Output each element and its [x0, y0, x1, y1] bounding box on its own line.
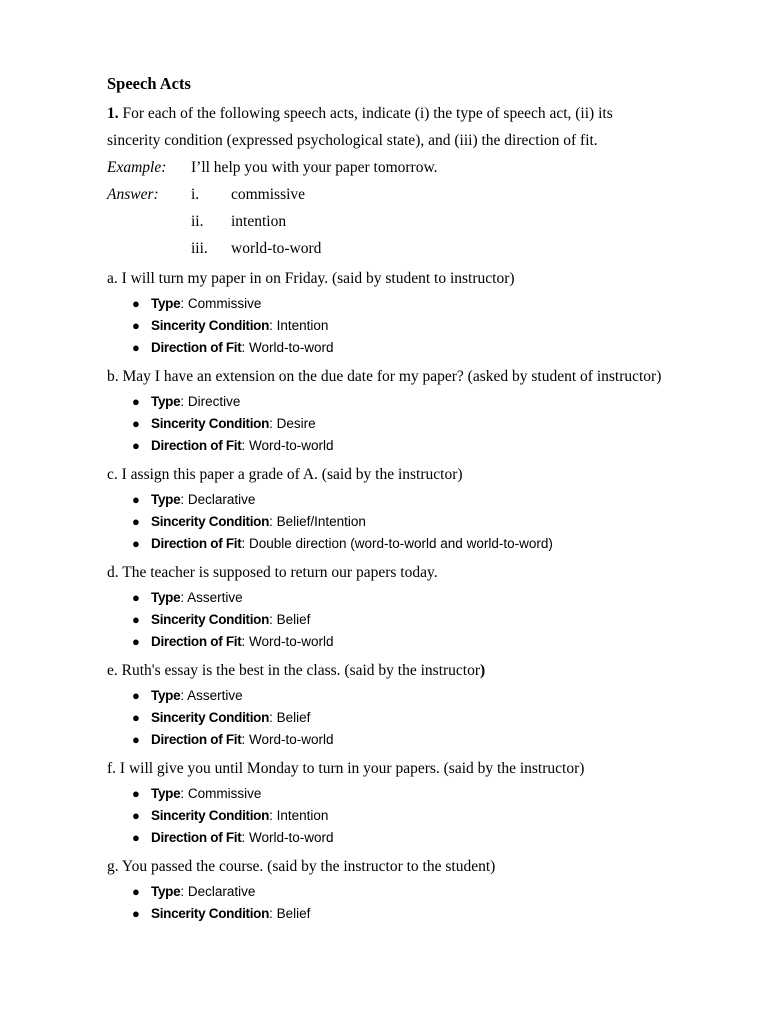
direction-label: Direction of Fit [151, 536, 242, 551]
answer-row [107, 235, 667, 262]
type-value: Directive [187, 394, 241, 409]
document-page [107, 73, 667, 929]
bullet-icon: ● [132, 492, 140, 507]
list-item: ● Direction of Fit: Word-to-world [107, 435, 667, 457]
list-item: ● Direction of Fit: World-to-word [107, 337, 667, 359]
direction-label: Direction of Fit [151, 634, 242, 649]
bullet-icon: ● [132, 612, 140, 627]
type-label: Type [151, 884, 181, 899]
item-question: a. I will turn my paper in on Friday. (said by student to instructor) [107, 270, 515, 287]
sincerity-value: Intention [276, 808, 329, 823]
answer-row [107, 181, 667, 208]
bullet-icon: ● [132, 438, 140, 453]
sincerity-label: Sincerity Condition [151, 318, 270, 333]
list-item: ● Sincerity Condition: Belief/Intention [107, 511, 667, 533]
example-label: Example: [107, 159, 167, 176]
item-question-text: e. Ruth's essay is the best in the class. (said by the instructor [107, 662, 481, 679]
type-label: Type [151, 492, 181, 507]
bullet-icon: ● [132, 830, 140, 845]
direction-value: Double direction (word-to-world and world-to-word) [248, 536, 553, 551]
sincerity-label: Sincerity Condition [151, 416, 270, 431]
type-value: Commissive [187, 296, 262, 311]
sincerity-value: Desire [276, 416, 316, 431]
direction-value: Word-to-world [248, 438, 334, 453]
bullet-icon: ● [132, 808, 140, 823]
type-value: Declarative [187, 492, 256, 507]
item-answer-list [107, 685, 667, 751]
type-label: Type [151, 590, 181, 605]
answer-text: intention [231, 213, 287, 230]
answer-label: Answer: [107, 186, 159, 203]
list-item: ● Direction of Fit: Word-to-world [107, 631, 667, 653]
list-item: ● Sincerity Condition: Belief [107, 903, 667, 925]
sincerity-value: Belief [276, 612, 311, 627]
direction-label: Direction of Fit [151, 830, 242, 845]
list-item: ● Type: Assertive [107, 587, 667, 609]
example-text: I’ll help you with your paper tomorrow. [191, 159, 438, 176]
list-item: ● Type: Commissive [107, 293, 667, 315]
sincerity-label: Sincerity Condition [151, 514, 270, 529]
sincerity-value: Belief/Intention [276, 514, 366, 529]
direction-value: World-to-word [248, 830, 334, 845]
item-question: c. I assign this paper a grade of A. (said by the instructor) [107, 466, 463, 483]
item-answer-list [107, 881, 667, 925]
sincerity-label: Sincerity Condition [151, 710, 270, 725]
list-item: ● Type: Directive [107, 391, 667, 413]
list-item: ● Sincerity Condition: Belief [107, 707, 667, 729]
item-question: g. You passed the course. (said by the instructor to the student) [107, 858, 496, 875]
list-item: ● Direction of Fit: World-to-word [107, 827, 667, 849]
list-item: ● Type: Assertive [107, 685, 667, 707]
item-question: d. The teacher is supposed to return our papers today. [107, 564, 438, 581]
list-item: ● Type: Declarative [107, 881, 667, 903]
bullet-icon: ● [132, 786, 140, 801]
sincerity-label: Sincerity Condition [151, 906, 270, 921]
bullet-icon: ● [132, 688, 140, 703]
list-item: ● Type: Declarative [107, 489, 667, 511]
item-question: f. I will give you until Monday to turn in your papers. (said by the instructor) [107, 760, 585, 777]
list-item: ● Sincerity Condition: Belief [107, 609, 667, 631]
bullet-icon: ● [132, 634, 140, 649]
sincerity-value: Belief [276, 710, 311, 725]
type-label: Type [151, 394, 181, 409]
type-value: Declarative [187, 884, 256, 899]
item-question [107, 660, 667, 682]
direction-label: Direction of Fit [151, 732, 242, 747]
direction-label: Direction of Fit [151, 438, 242, 453]
type-value: Commissive [187, 786, 262, 801]
bullet-icon: ● [132, 710, 140, 725]
list-item: ● Direction of Fit: Word-to-world [107, 729, 667, 751]
document-title: Speech Acts [107, 74, 191, 93]
bullet-icon: ● [132, 394, 140, 409]
question-number: 1. [107, 105, 119, 122]
direction-value: Word-to-world [248, 634, 334, 649]
bullet-icon: ● [132, 906, 140, 921]
bullet-icon: ● [132, 296, 140, 311]
sincerity-value: Intention [276, 318, 329, 333]
direction-label: Direction of Fit [151, 340, 242, 355]
type-value: Assertive [187, 688, 243, 703]
list-item: ● Sincerity Condition: Desire [107, 413, 667, 435]
type-label: Type [151, 786, 181, 801]
example-row [107, 154, 667, 181]
bullet-icon: ● [132, 514, 140, 529]
bullet-icon: ● [132, 416, 140, 431]
item-answer-list [107, 489, 667, 555]
item-answer-list [107, 587, 667, 653]
direction-value: Word-to-world [248, 732, 334, 747]
answer-number: i. [191, 186, 200, 203]
list-item: ● Type: Commissive [107, 783, 667, 805]
item-answer-list [107, 783, 667, 849]
list-item: ● Sincerity Condition: Intention [107, 315, 667, 337]
bullet-icon: ● [132, 884, 140, 899]
item-answer-list [107, 293, 667, 359]
bullet-icon: ● [132, 590, 140, 605]
item-question: b. May I have an extension on the due date for my paper? (asked by student of instructor) [107, 368, 662, 385]
bullet-icon: ● [132, 318, 140, 333]
answer-row [107, 208, 667, 235]
sincerity-label: Sincerity Condition [151, 612, 270, 627]
bullet-icon: ● [132, 732, 140, 747]
bullet-icon: ● [132, 340, 140, 355]
answer-number: iii. [191, 240, 208, 257]
list-item: ● Sincerity Condition: Intention [107, 805, 667, 827]
question-intro [107, 100, 667, 154]
answer-text: commissive [231, 186, 306, 203]
answer-number: ii. [191, 213, 204, 230]
sincerity-label: Sincerity Condition [151, 808, 270, 823]
sincerity-value: Belief [276, 906, 311, 921]
item-answer-list [107, 391, 667, 457]
direction-value: World-to-word [248, 340, 334, 355]
answer-text: world-to-word [231, 240, 322, 257]
list-item: ● Direction of Fit: Double direction (word-to-world and world-to-word) [107, 533, 667, 555]
question-text: For each of the following speech acts, indicate (i) the type of speech act, (ii) its sincerity condition (expressed psychological state), and (iii) the direction of fit. [107, 105, 613, 149]
bullet-icon: ● [132, 536, 140, 551]
item-question-tail: ) [480, 662, 486, 679]
type-value: Assertive [187, 590, 243, 605]
type-label: Type [151, 688, 181, 703]
type-label: Type [151, 296, 181, 311]
